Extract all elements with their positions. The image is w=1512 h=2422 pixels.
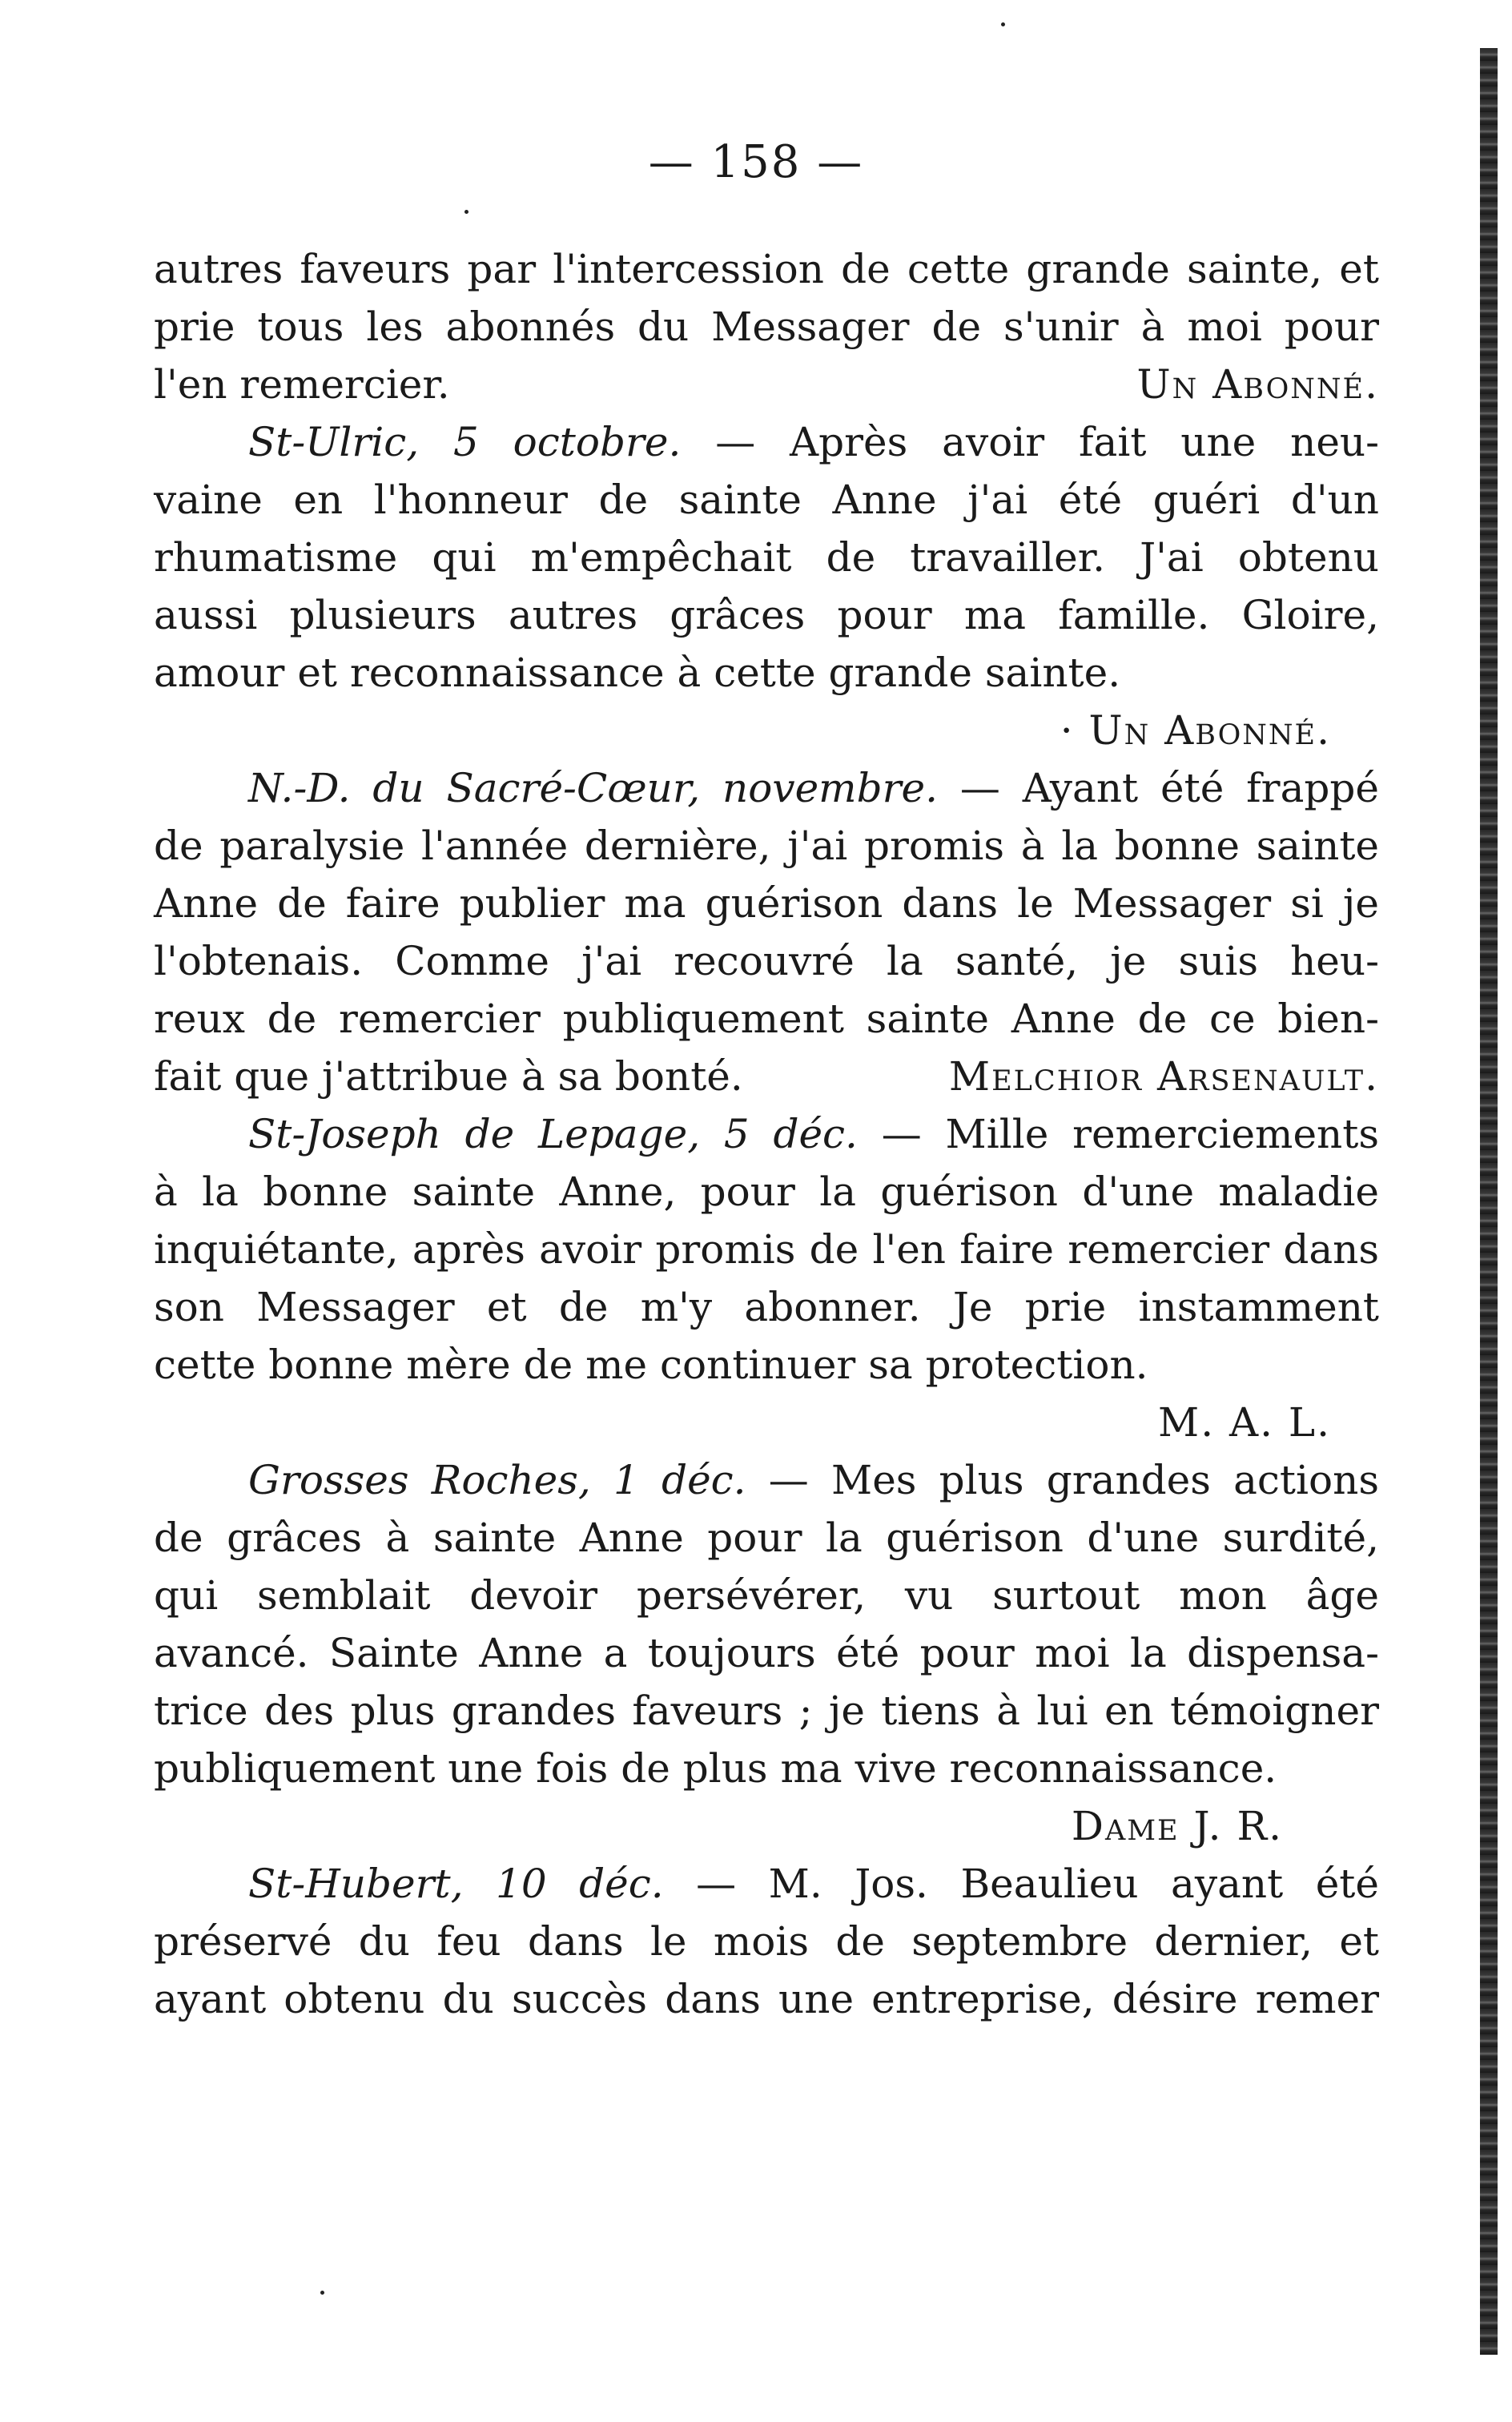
signature: Un Abonné. [1136, 361, 1379, 408]
text-line: cette bonne mère de me continuer sa protection. [154, 1342, 1148, 1388]
paragraph [154, 240, 1379, 413]
text-line: St-Joseph de Lepage, 5 déc. — Mille remerciements [248, 1111, 1379, 1157]
ink-speck [320, 2291, 324, 2295]
text-line: amour et reconnaissance à cette grande sainte. [154, 650, 1121, 696]
text-line: N.-D. du Sacré-Cœur, novembre. — Ayant été frappé [248, 765, 1379, 811]
entry-heading: St-Hubert, 10 déc. [248, 1861, 664, 1907]
text-line: St-Hubert, 10 déc. — M. Jos. Beaulieu ayant été [248, 1861, 1379, 1907]
body-text [154, 240, 1379, 2028]
text-line: avancé. Sainte Anne a toujours été pour moi la dispensa- [154, 1630, 1379, 1676]
text-line: Grosses Roches, 1 déc. — Mes plus grandes actions [248, 1457, 1379, 1503]
text-line: qui semblait devoir persévérer, vu surtout mon âge [154, 1572, 1379, 1619]
text-line-end: l'en remercier. [154, 361, 450, 408]
text-line [154, 1048, 1379, 1105]
text-line: aussi plusieurs autres grâces pour ma famille. Gloire, [154, 592, 1379, 638]
ink-speck [464, 210, 468, 214]
page-number: — 158 — [648, 136, 864, 188]
paragraph [154, 413, 1379, 759]
text-line: à la bonne sainte Anne, pour la guérison d'une maladie [154, 1169, 1379, 1215]
paragraph [154, 1451, 1379, 1855]
text-line: trice des plus grandes faveurs ; je tiens à lui en témoigner [154, 1688, 1379, 1734]
signature: Melchior Arsenault. [948, 1053, 1379, 1100]
paragraph [154, 759, 1379, 1105]
text-line: ayant obtenu du succès dans une entreprise, désire remer [154, 1976, 1379, 2022]
paragraph [154, 1855, 1379, 2028]
text-line: St-Ulric, 5 octobre. — Après avoir fait une neu- [248, 419, 1380, 465]
text-line: préservé du feu dans le mois de septembre dernier, et [154, 1918, 1379, 1965]
text-line-end: fait que j'attribue à sa bonté. [154, 1053, 743, 1100]
signature: M. A. L. [1158, 1399, 1331, 1446]
text-line: inquiétante, après avoir promis de l'en faire remercier dans [154, 1226, 1379, 1273]
text-line: publiquement une fois de plus ma vive reconnaissance. [154, 1745, 1277, 1792]
text-line: prie tous les abonnés du Messager de s'unir à moi pour [154, 304, 1379, 350]
text-line: reux de remercier publiquement sainte Anne de ce bien- [154, 996, 1379, 1042]
signature: · Un Abonné. [1060, 707, 1331, 754]
text-line [154, 356, 1379, 413]
entry-heading: St-Joseph de Lepage, 5 déc. [248, 1111, 858, 1157]
ink-speck [1001, 22, 1005, 26]
entry-heading: N.-D. du Sacré-Cœur, novembre. [248, 765, 938, 811]
text-line: vaine en l'honneur de sainte Anne j'ai été guéri d'un [154, 477, 1379, 523]
entry-heading: St-Ulric, 5 octobre. [248, 419, 682, 465]
text-line: autres faveurs par l'intercession de cette grande sainte, et [154, 246, 1379, 292]
text-line: Anne de faire publier ma guérison dans le Messager si je [154, 880, 1379, 927]
text-line: l'obtenais. Comme j'ai recouvré la santé, je suis heu- [154, 938, 1379, 984]
entry-heading: Grosses Roches, 1 déc. [248, 1457, 746, 1503]
page-edge-binding [1480, 48, 1498, 2355]
paragraph [154, 1105, 1379, 1451]
text-line: son Messager et de m'y abonner. Je prie instamment [154, 1284, 1379, 1330]
text-line: de paralysie l'année dernière, j'ai promis à la bonne sainte [154, 823, 1379, 869]
text-line: de grâces à sainte Anne pour la guérison d'une surdité, [154, 1515, 1379, 1561]
text-line: rhumatisme qui m'empêchait de travailler. J'ai obtenu [154, 534, 1379, 581]
signature: Dame J. R. [1071, 1803, 1283, 1849]
